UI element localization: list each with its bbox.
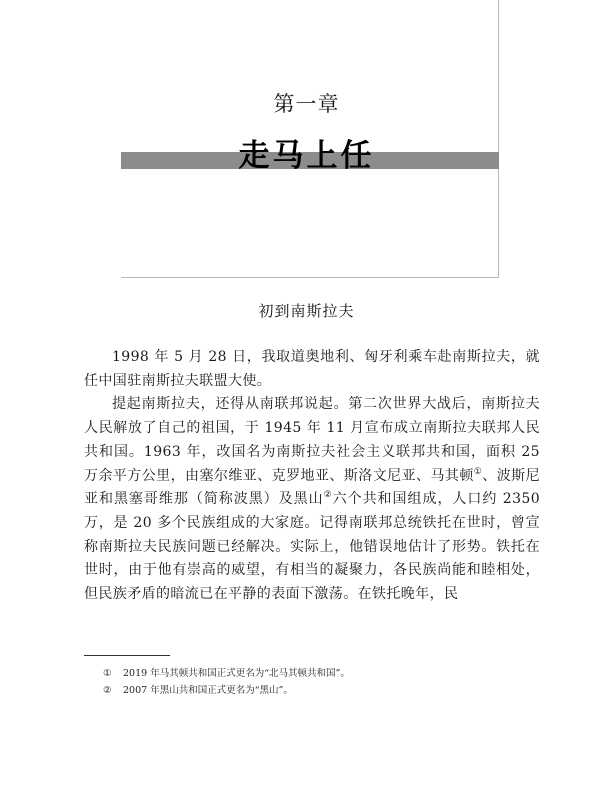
body-text (84, 346, 540, 607)
footnote-ref-2: ② (323, 490, 333, 501)
section-title: 初到南斯拉夫 (258, 302, 355, 320)
footnote-text: 2007 年黑山共和国正式更名为“黑山”。 (123, 685, 293, 696)
footnote-mark: ② (103, 685, 112, 696)
footnote-mark: ① (103, 668, 112, 679)
footnotes (103, 665, 543, 699)
paragraph-2 (84, 393, 540, 606)
footnote-2 (103, 682, 543, 699)
footnote-text: 2019 年马其顿共和国正式更名为“北马其顿共和国”。 (123, 668, 350, 679)
paragraph-2-part-b: 、波斯尼亚和黑塞哥维那（简称波黑）及黑山 (84, 467, 540, 508)
footnote-ref-1: ① (473, 466, 483, 477)
footnote-1 (103, 665, 543, 682)
paragraph-2-part-c: 六个共和国组成，人口约 2350 万，是 20 多个民族组成的大家庭。记得南联邦总统铁托在世时，曾宣称南斯拉夫民族问题已经解决。实际上，他错误地估计了形势。铁托在世时，由于他有崇高的威望，有相当的凝聚力，各民族尚能和睦相处，但民族矛盾的暗流已在平静的表面下激荡。在铁托晚年，民 (84, 491, 541, 603)
footnote-divider (84, 655, 170, 656)
chapter-number: 第一章 (273, 92, 340, 116)
chapter-title: 走马上任 (238, 138, 375, 174)
paragraph-2-part-a: 提起南斯拉夫，还得从南联邦说起。第二次世界大战后，南斯拉夫人民解放了自己的祖国，于 1945 年 11 月宣布成立南斯拉夫联邦人民共和国。1963 年，改国名为南斯拉夫社会主义联邦共和国，面积 25 万余平方公里，由塞尔维亚、克罗地亚、斯洛文尼亚、马其顿 (84, 396, 540, 484)
paragraph-1: 1998 年 5 月 28 日，我取道奥地利、匈牙利乘车赴南斯拉夫，就任中国驻南斯拉夫联盟大使。 (84, 349, 540, 389)
